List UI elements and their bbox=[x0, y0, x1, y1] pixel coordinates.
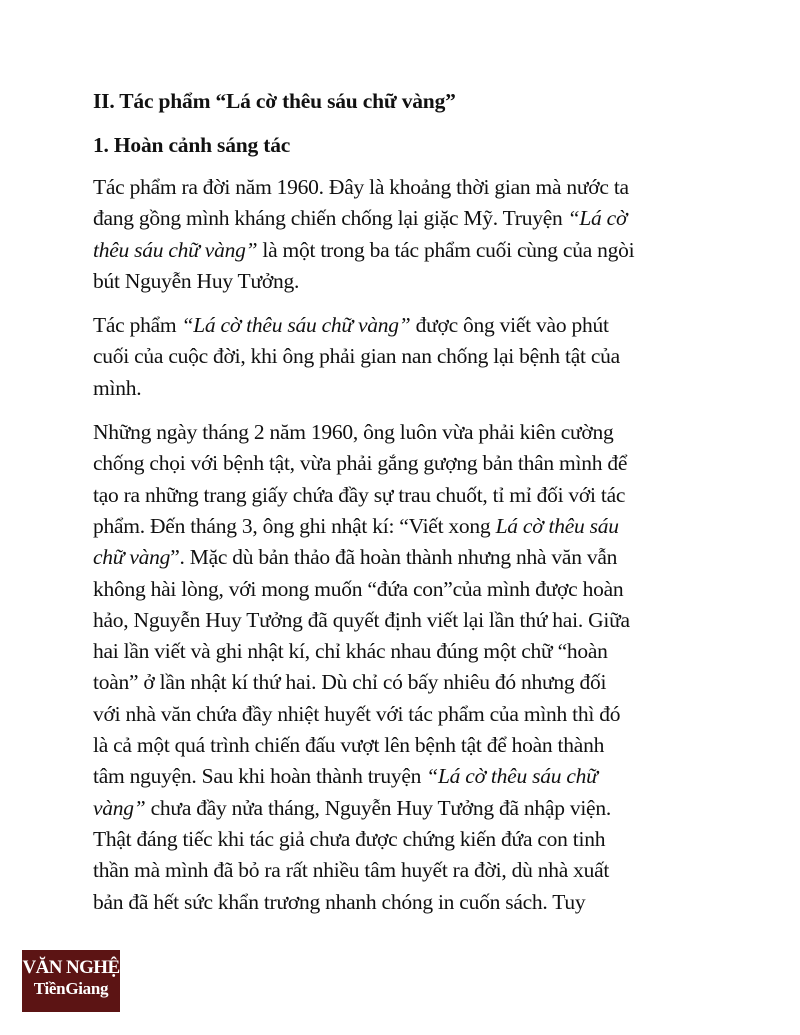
italic-text: “Lá cờ thêu sáu chữ vàng” bbox=[181, 313, 411, 338]
text-run: cuối của cuộc đời, khi ông phải gian nan chống lại bệnh tật của bbox=[93, 344, 620, 369]
text-line bbox=[93, 542, 733, 573]
text-run: tạo ra những trang giấy chứa đầy sự trau chuốt, tỉ mỉ đối với tác bbox=[93, 482, 626, 507]
text-run: đang gồng mình kháng chiến chống lại giặc Mỹ. Truyện bbox=[93, 206, 568, 231]
body-text bbox=[93, 172, 733, 918]
text-run: được ông viết vào phút bbox=[410, 313, 609, 338]
text-run: bản đã hết sức khẩn trương nhanh chóng in cuốn sách. Tuy bbox=[93, 889, 586, 914]
text-run: tâm nguyện. Sau khi hoàn thành truyện bbox=[93, 764, 427, 789]
text-line bbox=[93, 266, 733, 297]
text-line bbox=[93, 667, 733, 698]
italic-text: “Lá cờ bbox=[567, 206, 628, 231]
text-line bbox=[93, 203, 733, 234]
italic-text: “Lá cờ thêu sáu chữ bbox=[426, 764, 598, 789]
italic-text: thêu sáu chữ vàng” bbox=[93, 237, 258, 262]
italic-text: vàng” bbox=[93, 795, 146, 820]
text-line bbox=[93, 699, 733, 730]
text-run: toàn” ở lần nhật kí thứ hai. Dù chỉ có bấy nhiêu đó nhưng đối bbox=[93, 670, 607, 695]
section-heading: II. Tác phẩm “Lá cờ thêu sáu chữ vàng” bbox=[93, 89, 456, 113]
text-line bbox=[93, 341, 733, 372]
paragraph bbox=[93, 172, 733, 297]
text-run: không hài lòng, với mong muốn “đứa con”của mình được hoàn bbox=[93, 576, 624, 601]
text-line bbox=[93, 235, 733, 266]
text-line bbox=[93, 511, 733, 542]
italic-text: chữ vàng bbox=[93, 545, 171, 570]
text-run: hảo, Nguyễn Huy Tưởng đã quyết định viết lại lần thứ hai. Giữa bbox=[93, 607, 630, 632]
text-run: bút Nguyễn Huy Tưởng. bbox=[93, 268, 300, 293]
subsection-heading: 1. Hoàn cảnh sáng tác bbox=[93, 133, 291, 157]
text-line bbox=[93, 793, 733, 824]
text-run: Thật đáng tiếc khi tác giả chưa được chứng kiến đứa con tinh bbox=[93, 826, 606, 851]
text-run: Tác phẩm bbox=[93, 313, 182, 338]
text-run: là cả một quá trình chiến đấu vượt lên bệnh tật để hoàn thành bbox=[93, 733, 605, 758]
text-run: phẩm. Đến tháng 3, ông ghi nhật kí: “Viết xong bbox=[93, 513, 496, 538]
text-run: chống chọi với bệnh tật, vừa phải gắng gượng bản thân mình để bbox=[93, 451, 628, 476]
text-run: hai lần viết và ghi nhật kí, chỉ khác nhau đúng một chữ “hoàn bbox=[93, 639, 608, 664]
text-run: là một trong ba tác phẩm cuối cùng của ngòi bbox=[257, 237, 635, 262]
text-run: với nhà văn chứa đầy nhiệt huyết với tác phẩm của mình thì đó bbox=[93, 701, 621, 726]
text-run: Tác phẩm ra đời năm 1960. Đây là khoảng thời gian mà nước ta bbox=[93, 175, 629, 199]
text-line bbox=[93, 761, 733, 792]
text-line bbox=[93, 373, 733, 404]
text-run: Những ngày tháng 2 năm 1960, ông luôn vừa phải kiên cường bbox=[93, 420, 614, 445]
text-run: mình. bbox=[93, 375, 142, 400]
text-line bbox=[93, 605, 733, 636]
paragraph bbox=[93, 417, 733, 918]
text-line bbox=[93, 636, 733, 667]
text-line bbox=[93, 730, 733, 761]
italic-text: Lá cờ thêu sáu bbox=[495, 513, 619, 538]
text-run: chưa đầy nửa tháng, Nguyễn Huy Tưởng đã nhập viện. bbox=[145, 795, 611, 820]
publisher-logo bbox=[22, 950, 120, 1012]
text-line bbox=[93, 480, 733, 511]
text-line bbox=[93, 855, 733, 886]
text-line bbox=[93, 887, 733, 918]
text-run: ”. Mặc dù bản thảo đã hoàn thành nhưng nhà văn vẫn bbox=[170, 545, 618, 570]
logo-line-2: TiềnGiang bbox=[33, 979, 109, 998]
text-run: thần mà mình đã bỏ ra rất nhiều tâm huyết ra đời, dù nhà xuất bbox=[93, 858, 610, 883]
text-line bbox=[93, 310, 733, 341]
text-line bbox=[93, 448, 733, 479]
logo-line-1: VĂN NGHỆ bbox=[22, 957, 120, 978]
text-line bbox=[93, 172, 733, 203]
text-line bbox=[93, 824, 733, 855]
document-page bbox=[93, 86, 733, 931]
text-line bbox=[93, 574, 733, 605]
text-line bbox=[93, 417, 733, 448]
paragraph bbox=[93, 310, 733, 404]
